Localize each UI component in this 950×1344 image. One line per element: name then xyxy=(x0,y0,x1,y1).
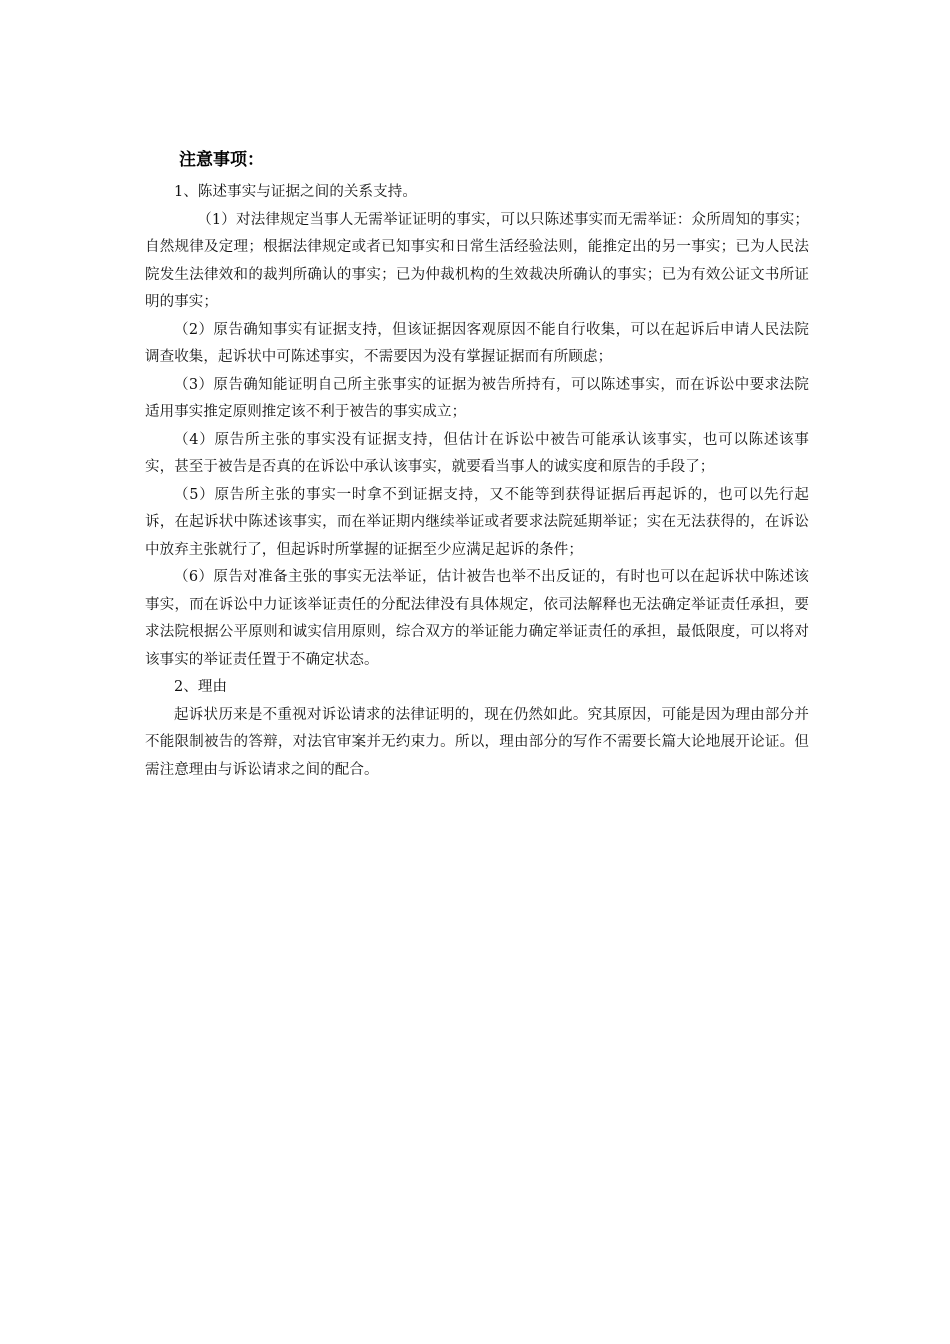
notes-heading: 注意事项： xyxy=(179,150,264,170)
section-2-body: 起诉状历来是不重视对诉讼请求的法律证明的，现在仍然如此。究其原因，可能是因为理由部分并不能限制被告的答辩，对法官审案并无约束力。所以，理由部分的写作不需要长篇大论地展开论证。但需注意理由与诉讼请求之间的配合。 xyxy=(145,706,809,778)
item-5-paragraph: （5）原告所主张的事实一时拿不到证据支持，又不能等到获得证据后再起诉的，也可以先行起诉，在起诉状中陈述该事实，而在举证期内继续举证或者要求法院延期举证；实在无法获得的，在诉讼中放弃主张就行了，但起诉时所掌握的证据至少应满足起诉的条件； xyxy=(145,486,809,558)
section-2-title: 2、理由 xyxy=(174,679,228,695)
document-body xyxy=(145,147,809,784)
item-1-paragraph: （1）对法律规定当事人无需举证证明的事实，可以只陈述事实而无需举证：众所周知的事实；自然规律及定理；根据法律规定或者已知事实和日常生活经验法则，能推定出的另一事实；已为人民法院发生法律效和的裁判所确认的事实；已为仲裁机构的生效裁决所确认的事实；已为有效公证文书所证明的事实； xyxy=(145,211,809,310)
item-6-paragraph: （6）原告对准备主张的事实无法举证，估计被告也举不出反证的，有时也可以在起诉状中陈述该事实，而在诉讼中力证该举证责任的分配法律没有具体规定，依司法解释也无法确定举证责任承担，要求法院根据公平原则和诚实信用原则，综合双方的举证能力确定举证责任的承担，最低限度，可以将对该事实的举证责任置于不确定状态。 xyxy=(145,569,809,668)
item-4-paragraph: （4）原告所主张的事实没有证据支持，但估计在诉讼中被告可能承认该事实，也可以陈述该事实，甚至于被告是否真的在诉讼中承认该事实，就要看当事人的诚实度和原告的手段了； xyxy=(145,431,809,475)
item-3-paragraph: （3）原告确知能证明自己所主张事实的证据为被告所持有，可以陈述事实，而在诉讼中要求法院适用事实推定原则推定该不利于被告的事实成立； xyxy=(145,376,809,420)
item-2-paragraph: （2）原告确知事实有证据支持，但该证据因客观原因不能自行收集，可以在起诉后申请人民法院调查收集，起诉状中可陈述事实，不需要因为没有掌握证据而有所顾虑； xyxy=(145,321,809,365)
section-1-title: 1、陈述事实与证据之间的关系支持。 xyxy=(174,184,417,200)
